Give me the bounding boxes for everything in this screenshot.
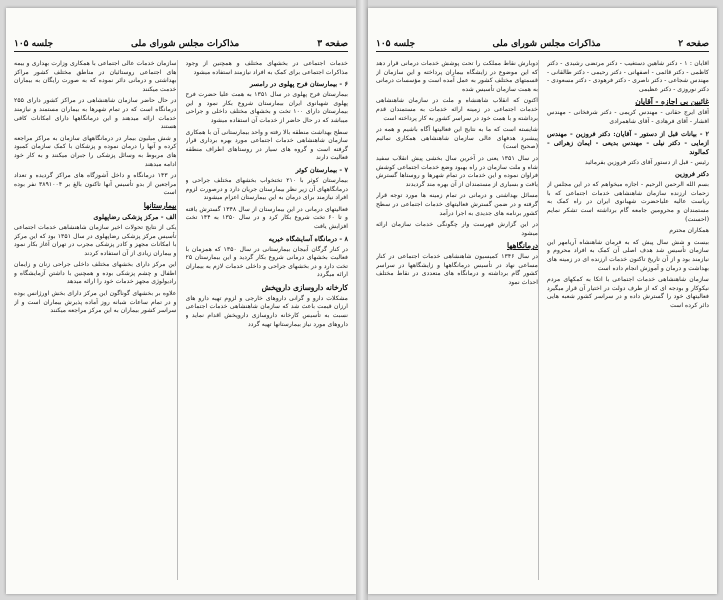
right-page <box>368 8 717 594</box>
item-heading: ۸ - درمانگاه آسایشگاه خیریه <box>268 234 348 243</box>
item-heading: الف - مرکز پزشکی رضاپهلوی <box>93 212 177 221</box>
left-running-title: مذاکرات مجلس شورای ملی <box>131 39 240 49</box>
section-heading: درمانگاهها <box>506 241 538 251</box>
section-heading: بیمارستانها <box>143 200 177 210</box>
paragraph: خدمات اجتماعی در بخشهای مختلف و همچنین از وجود مذاکرات اجتماعی برای کمک به افراد نیازمند استفاده میشود <box>185 60 348 76</box>
paragraph: اکنون که انقلاب شاهنشاه و ملت در سازمان شاهنشاهی خدمات اجتماعی در زمینه ارائه خدمات به مستمندان قدم برداشته و با همت خود در سراسر کشور به کار پرداخته است <box>376 97 538 122</box>
paragraph: در کنار گرگان آبیجان بیمارستانی در سال ۱۳۵۰ که همزمان با فعالیت بخشهای درمانی شروع بکار گردید و این بیمارستان ۲۵ تخت دارد و در بخشهای جراحی و داخلی خدمات لازم به بیماران ارائه میگردد <box>185 245 348 279</box>
paragraph: مشکلات دارو و گرانی داروهای خارجی و لزوم تهیه دارو های ارزان قیمت باعث شد که سازمان شاهنشاهی خدمات اجتماعی نسبت به تأسیس کارخانه داروسازی داروپخش اقدام نماید و داروهای مورد نیاز بیمارستانها تهیه گردد <box>185 294 348 328</box>
right-running-title: مذاکرات مجلس شورای ملی <box>492 39 601 49</box>
paragraph: سطح بهداشت منطقه بالا رفته و واحد بیمارستانی آن با همکاری سازمان شاهنشاهی خدمات اجتماعی مورد بهره برداری قرار گرفته است و گروه های سیار در روستاهای اطراف منطقه فعالیت دارند <box>185 128 348 162</box>
right-page-column-left <box>376 60 539 580</box>
right-page-header <box>376 36 709 52</box>
paragraph: در حال حاضر سازمان شاهنشاهی در مراکز کشور دارای ۲۵۵ درمانگاه است که در تمام شهرها به بیماران مستمند و نیازمند خدمات ارائه میدهند و این درمانگاهها دارای امکانات کافی هستند <box>14 97 177 131</box>
paragraph: سازمان خدمات عالی اجتماعی با همکاری وزارت بهداری و بیمه های اجتماعی روستائیان در مناطق مختلف کشور مراکز بهداشتی و درمانی دائر نموده که به صورت رایگان به بیماران خدمت میکنند <box>14 60 177 93</box>
right-session-label: جلسه ۱۰۵ <box>376 39 416 49</box>
right-page-number: صفحه ۲ <box>678 39 709 49</box>
paragraph: در این گزارش فهرست وار چگونگی خدمات سازمان ارائه میشود <box>376 221 538 237</box>
paragraph: این مرکز دارای بخشهای مختلف داخلی جراحی زنان و زایمان اطفال و چشم پزشکی بوده و همچنین با داشتن آزمایشگاه و رادیولوژی مجهز خدمات خود را ارائه میدهد <box>14 261 177 286</box>
paragraph: فعالیتهای درمانی در این بیمارستان از سال ۱۳۴۸ گسترش یافته و تا ۶۰ تخت شروع بکار کرد و در سال ۱۳۵۰ به ۱۴۴ تخت افزایش یافت <box>185 205 348 230</box>
paragraph: آقایان : ۱ - دکتر شاهین دستغیب - دکتر مرتضی رشیدی - دکتر کاظمی - دکتر قائمی - اصفهانی - دکتر رحیمی - دکتر طالقانی - مهندس شجاعی - دکتر ناصری - دکتر فرهودی - دکتر مسعودی - دکتر نوروزی - دکتر عظیمی <box>547 60 709 93</box>
paragraph: در سال ۱۳۵۱ یعنی در آخرین سال بخشی پیش انقلاب سفید شاه و ملت سازمان در راه بهبود وضع خدمات اجتماعی کوشش فراوان نموده و این خدمات در تمام شهرها و روستاها گسترش یافت و بسیاری از مستمندان از آن بهره مند گردیدند <box>376 154 538 188</box>
left-page-number: صفحه ۳ <box>317 39 348 49</box>
left-page <box>6 8 356 594</box>
paragraph: دوبارش نقاط مملکت را تحت پوشش خدمات درمانی قرار دهد که این موضوع در زایشگاه بیماران پرداخته و این سازمان از قسمتهای مختلف کشور به عمل آمده است و مؤسسات درمانی به همت سازمان تأسیس شده <box>376 60 538 93</box>
paragraph: در سال ۱۳۴۶ کمیسیون شاهنشاهی خدمات اجتماعی در کنار مساعی نهاد در تأسیس درمانگاهها و زایشگاهها در سراسر کشور گام برداشته و درمانگاه های متعددی در نقاط مختلف احداث نمود <box>376 253 539 287</box>
left-page-columns <box>14 60 348 580</box>
item-heading: ۶ - بیمارستان فرح پهلوی در رامسر <box>249 80 348 89</box>
paragraph: یکی از نتایج تحولات اخیر سازمان شاهنشاهی خدمات اجتماعی تأسیس مرکز پزشکی رضاپهلوی در سال ۱۳۵۱ بود که این مرکز با امکانات مجهز و کادر پزشکی مجرب در تهران آغاز بکار نمود و بیماران زیادی از آن استفاده کردند <box>14 223 177 257</box>
book-gutter <box>356 0 368 600</box>
paragraph: شایسته است که ما به نتایج این فعالیتها آگاه باشیم و همه در پیشبرد هدفهای عالی سازمان شاهنشاهی همکاری نمائیم (صحیح است) <box>376 126 538 151</box>
paragraph: علاوه بر بخشهای گوناگون این مرکز دارای بخش اورژانس بوده و در تمام ساعات شبانه روز آماده پذیرش بیماران است و از سراسر کشور بیماران به این مرکز مراجعه میکنند <box>14 290 177 315</box>
item-heading: دکتر فروزین <box>674 170 709 179</box>
right-page-columns <box>376 60 709 580</box>
left-session-label: جلسه ۱۰۵ <box>14 39 54 49</box>
paragraph: مسائل بهداشتی و درمانی در تمام زمینه ها مورد توجه قرار گرفته و در ضمن گسترش فعالیتهای خدمات اجتماعی در سطح کشور برنامه های جدیدی به اجرا درآمد <box>376 192 538 217</box>
section-heading: کارخانه داروسازی داروپخش <box>261 282 348 292</box>
paragraph: بسم الله الرحمن الرحیم - اجازه میخواهم که در این مجلس از زحمات ارزنده سازمان شاهنشاهی خدمات اجتماعی که با ریاست عالیه علیاحضرت شهبانوی ایران در راه کمک به مستمندان و محرومین جامعه گام برداشته است تشکر نمایم (احسنت) <box>547 181 709 223</box>
paragraph: و شش میلیون بیمار در درمانگاههای سازمان به مراکز مراجعه کرده و آنها را درمان نموده و پزشکان با کمک سازمان کمبود های مربوط به وسائل پزشکی را جبران میکنند و به کار خود ادامه میدهند <box>14 134 177 168</box>
paragraph: بیمارستان فرح پهلوی در سال ۱۳۵۱ به همت علیا حضرت فرح پهلوی شهبانوی ایران بیمارستان شروع بکار نمود و این بیمارستان دارای ۱۰۰ تخت و بخشهای مختلف داخلی و جراحی میباشد که در حال حاضر از خدمات آن استفاده میشود <box>185 91 348 124</box>
item-heading: ۲ - بیانات قبل از دستور - آقایان: دکتر فروزین - مهندس ازمایی - دکتر نیلی - مهندس بدیعی - ایمان زهرائی - کمالوند <box>547 129 709 156</box>
left-page-header <box>14 36 348 52</box>
paragraph: همکاران محترم <box>669 227 709 235</box>
paragraph: سازمان شاهنشاهی خدمات اجتماعی با اتکا به کمکهای مردم نیکوکار و بودجه ای که از طرف دولت در اختیار آن قرار میگیرد فعالیتهای خود را گسترش داده و در سراسر کشور شعبه هایی دائر کرده است <box>547 276 709 309</box>
paragraph: بیمارستان کوثر با ۲۱۰ تختخواب بخشهای مختلف جراحی و درمانگاههای آن زیر نظر بیمارستان جریان دارد و درصورت لزوم افراد نیازمند برای درمان به این بیمارستان اعزام میشوند <box>185 176 348 202</box>
paragraph: آقای ایرج حقانی - مهندس کریمی - دکتر شرفخانی - مهندس افشار - آقای فرهادی - آقای شاهمرادی <box>547 109 709 125</box>
paragraph: بیست و شش سال پیش که به فرمان شاهنشاه آریامهر این سازمان تأسیس شد هدف اصلی آن کمک به افراد محروم و نیازمند بود و از آن تاریخ تاکنون خدمات ارزنده ای در زمینه های بهداشت و درمان و آموزش انجام داده است <box>547 238 709 272</box>
item-heading: ۷ - بیمارستان کوثر <box>295 165 348 174</box>
paragraph: در ۱۴۳ درمانگاه و داخل آشوزگاه های مراکز گردیده و تعداد مراجعین از بدو تأسیس آنها تاکنون بالغ بر ۳۸۹۱۰۰۴ نفر بوده است <box>14 172 177 197</box>
paragraph: رئیس - قبل از دستور آقای دکتر فروزین بفرمائید <box>585 158 709 166</box>
right-page-column-right <box>547 60 709 580</box>
left-page-column-left <box>14 60 178 580</box>
left-page-column-right <box>186 60 349 580</box>
section-heading: غائبین بی اجازه - آقایان <box>635 97 709 107</box>
